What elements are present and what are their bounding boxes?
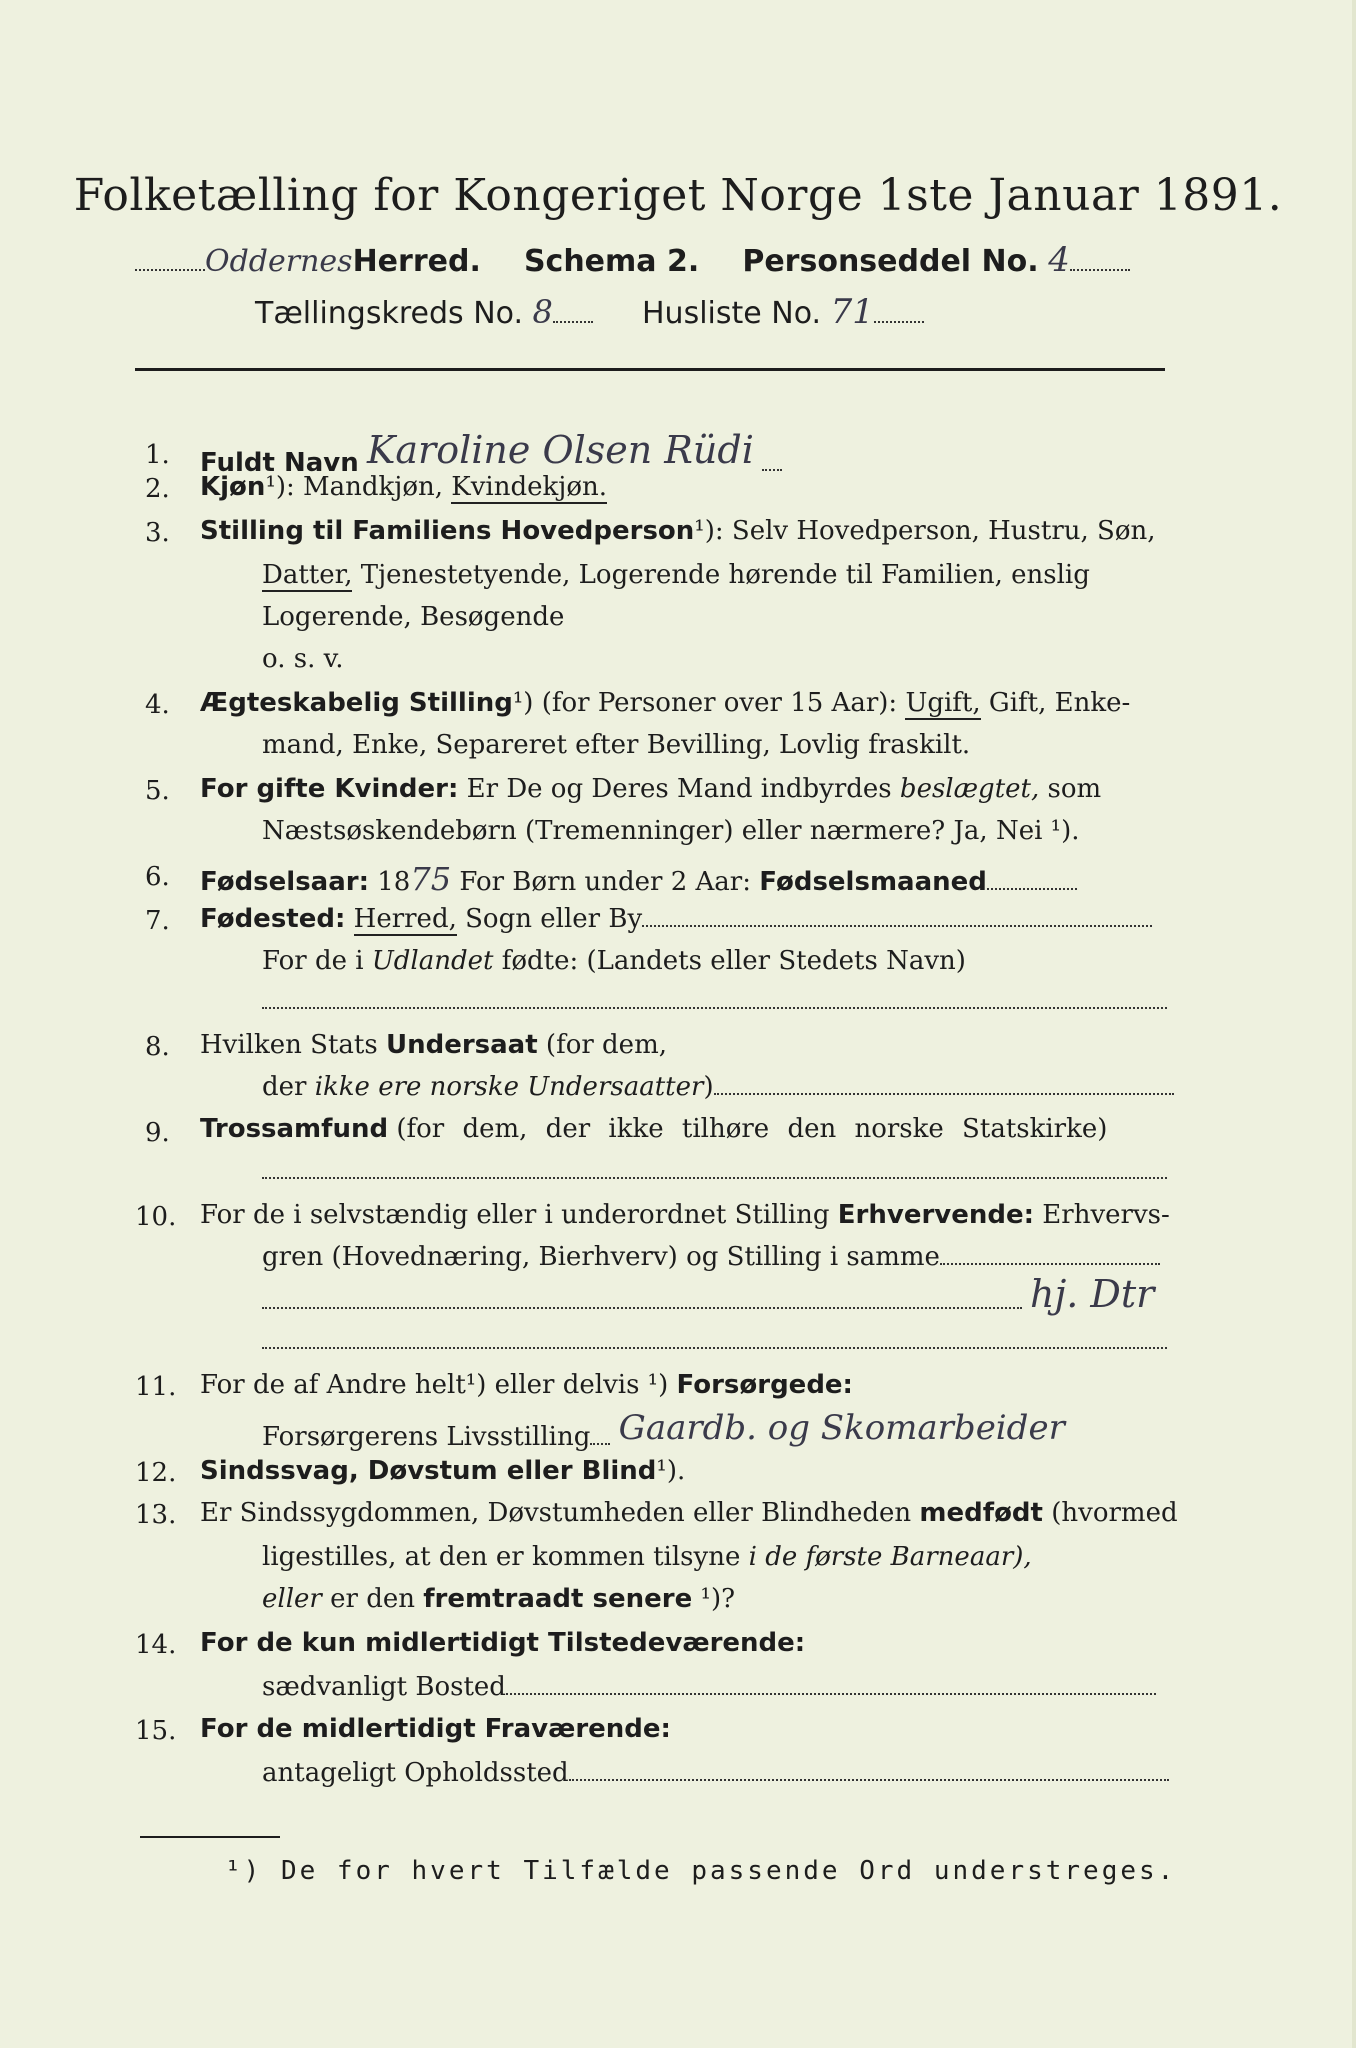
item-10 [200, 1200, 1170, 1230]
dotted-leader [553, 320, 593, 323]
item-number: 4. [145, 690, 170, 720]
birth-month-text: For Børn under 2 Aar: [459, 867, 751, 897]
citizenship-text-2: (for dem, [545, 1030, 667, 1060]
herred-label: Herred. [352, 244, 481, 279]
item-10-line-3 [262, 1286, 1022, 1316]
marital-status-text: (for Personer over 15 Aar): [541, 688, 898, 718]
item-number: 11. [135, 1372, 177, 1402]
item-number: 2. [145, 474, 170, 504]
married-women-text: Er De og Deres Mand indbyrdes [466, 774, 892, 804]
occupation-text-3: gren (Hovednæring, Bierhverv) og Stilling i samme [262, 1242, 940, 1272]
congenital-text: Er Sindssygdommen, Døvstumheden eller Blindheden [200, 1498, 912, 1528]
family-position-options: Selv Hovedperson, Hustru, Søn, [731, 516, 1156, 546]
kreds-label: Tællingskreds No. [255, 296, 523, 331]
item-11 [200, 1370, 853, 1400]
congenital-italic: i de første Barneaar), [748, 1542, 1032, 1572]
marital-status-text-2: Gift, Enke- [988, 688, 1131, 718]
item-14 [200, 1628, 805, 1658]
item-4 [200, 688, 1130, 718]
abroad-italic: Udlandet [371, 946, 494, 976]
item-11-line-2 [262, 1408, 1065, 1454]
probable-stay-label: antageligt Opholdssted [262, 1758, 569, 1788]
dotted-leader [135, 268, 205, 271]
temporary-present-label: For de kun midlertidigt Tilstedeværende: [200, 1628, 806, 1658]
item-5-line-2: Næstsøskendebørn (Tremenninger) eller nærmere? Ja, Nei ¹). [262, 816, 1080, 846]
footnote-mark: ¹)? [700, 1584, 736, 1614]
birthplace-text: Sogn eller By [465, 904, 643, 934]
item-13-line-3 [262, 1584, 735, 1614]
dotted-leader [506, 1692, 1156, 1695]
dotted-leader [569, 1778, 1169, 1781]
married-women-text-2: som [1047, 774, 1102, 804]
birth-year-value: 75 [410, 860, 452, 898]
item-3-line-4: o. s. v. [262, 644, 344, 674]
dotted-leader [262, 1306, 1022, 1309]
item-15 [200, 1714, 671, 1744]
abroad-text: For de i [262, 946, 364, 976]
citizenship-paren: ) [703, 1072, 714, 1102]
form-title: Folketælling for Kongeriget Norge 1ste Januar 1891. [73, 170, 1283, 221]
congenital-text-4: er den [330, 1584, 415, 1614]
schema-label: Schema 2. [523, 244, 700, 279]
footnote: ¹) De for hvert Tilfælde passende Ord understreges. [225, 1856, 1177, 1886]
option-ugift: Ugift, [905, 688, 981, 718]
item-7 [200, 904, 1152, 934]
congenital-text-3: ligestilles, at den er kommen tilsyne [262, 1542, 741, 1572]
item-10-line-2 [262, 1242, 1160, 1272]
item-3-line-2 [262, 560, 1090, 590]
item-12 [200, 1456, 685, 1486]
birth-year-prefix: 18 [377, 867, 411, 897]
item-14-line-2 [262, 1672, 1156, 1702]
birth-year-label: Fødselsaar: [200, 867, 369, 897]
footnote-mark: ¹): [265, 472, 295, 502]
item-number: 13. [135, 1500, 177, 1530]
gender-male-option: Mandkjøn, [303, 472, 444, 502]
item-6 [200, 860, 1077, 898]
gender-label: Kjøn [200, 472, 266, 502]
citizenship-label: Undersaat [385, 1030, 538, 1060]
full-name-label: Fuldt Navn [200, 448, 359, 478]
footnote-mark: ¹). [656, 1456, 686, 1486]
item-13-line-2 [262, 1542, 1032, 1572]
personseddel-value: 4 [1048, 240, 1070, 280]
herred-value: Oddernes [205, 244, 353, 279]
supported-text: For de af Andre helt [200, 1370, 466, 1400]
provider-label: Forsørgerens Livsstilling [262, 1422, 591, 1452]
married-women-italic: beslægtet, [899, 774, 1040, 804]
item-number: 7. [145, 906, 170, 936]
gender-female-option: Kvindekjøn. [451, 472, 607, 502]
item-2 [200, 472, 607, 502]
congenital-text-2: (hvormed [1051, 1498, 1178, 1528]
usual-residence-label: sædvanligt Bosted [262, 1672, 506, 1702]
disability-label: Sindssvag, Døvstum eller Blind [200, 1456, 657, 1486]
dotted-leader [940, 1262, 1160, 1265]
citizenship-text: Hvilken Stats [200, 1030, 378, 1060]
herred-line [135, 240, 1130, 280]
congenital-eller: eller [262, 1584, 322, 1614]
dotted-leader [642, 924, 1152, 927]
item-number: 14. [135, 1630, 177, 1660]
item-5 [200, 774, 1101, 804]
dotted-leader [762, 468, 782, 471]
married-women-label: For gifte Kvinder: [200, 774, 459, 804]
citizenship-der: der [262, 1072, 307, 1102]
item-7-line-3 [262, 986, 1167, 1016]
option-datter: Datter, [262, 560, 353, 590]
item-3-line-3: Logerende, Besøgende [262, 602, 565, 632]
item-number: 15. [135, 1716, 177, 1746]
item-number: 8. [145, 1032, 170, 1062]
item-7-line-2 [262, 946, 966, 976]
personseddel-label: Personseddel No. [742, 244, 1039, 279]
husliste-value: 71 [830, 292, 874, 332]
item-4-line-2: mand, Enke, Separeret efter Bevilling, Lovlig fraskilt. [262, 730, 971, 760]
item-number: 6. [145, 862, 170, 892]
item-9 [200, 1114, 1107, 1144]
item-3 [200, 516, 1156, 546]
option-herred: Herred, [353, 904, 457, 934]
item-9-line-2 [262, 1156, 1167, 1186]
family-position-options-2: Tjenestetyende, Logerende hørende til Familien, enslig [360, 560, 1090, 590]
item-8 [200, 1030, 667, 1060]
kreds-line [255, 292, 924, 332]
dotted-leader [714, 1092, 1174, 1095]
full-name-value: Karoline Olsen Rüdi [367, 428, 754, 472]
occupation-text-2: Erhvervs- [1042, 1200, 1170, 1230]
provider-value: Gaardb. og Skomarbeider [618, 1408, 1065, 1448]
footnote-mark: ¹): [694, 516, 724, 546]
kreds-value: 8 [532, 293, 553, 331]
occupation-label: Erhvervende: [837, 1200, 1035, 1230]
item-number: 12. [135, 1458, 177, 1488]
dotted-leader [262, 1176, 1167, 1179]
family-position-label: Stilling til Familiens Hovedperson [200, 516, 695, 546]
supported-text-2: ¹) eller delvis ¹) [465, 1370, 669, 1400]
occupation-text: For de i selvstændig eller i underordnet Stilling [200, 1200, 830, 1230]
dotted-leader [590, 1442, 610, 1445]
occupation-value: hj. Dtr [1030, 1272, 1155, 1316]
item-number: 3. [145, 518, 170, 548]
dotted-leader [262, 1006, 1167, 1009]
item-number: 1. [145, 440, 170, 470]
header-rule [135, 368, 1165, 371]
item-8-line-2 [262, 1072, 1174, 1102]
dotted-leader [1070, 268, 1130, 271]
item-15-line-2 [262, 1758, 1169, 1788]
citizenship-italic: ikke ere norske Undersaatter [314, 1072, 704, 1102]
temporary-absent-label: For de midlertidigt Fraværende: [200, 1714, 671, 1744]
footnote-rule [140, 1836, 280, 1838]
footnote-mark: ¹) [512, 688, 534, 718]
item-10-line-4 [262, 1326, 1167, 1356]
religion-text: (for dem, der ikke tilhøre den norske Statskirke) [396, 1114, 1108, 1144]
dotted-leader [262, 1346, 1167, 1349]
congenital-label: medfødt [919, 1498, 1043, 1528]
birth-month-label: Fødselsmaaned [759, 867, 987, 897]
item-13 [200, 1498, 1178, 1528]
marital-status-label: Ægteskabelig Stilling [200, 688, 513, 718]
dotted-leader [987, 887, 1077, 890]
husliste-label: Husliste No. [642, 296, 822, 331]
supported-label: Forsørgede: [676, 1370, 853, 1400]
dotted-leader [874, 320, 924, 323]
religion-label: Trossamfund [200, 1114, 389, 1144]
abroad-text-2: fødte: (Landets eller Stedets Navn) [501, 946, 966, 976]
item-number: 10. [135, 1202, 177, 1232]
item-number: 5. [145, 776, 170, 806]
item-number: 9. [145, 1118, 170, 1148]
birthplace-label: Fødested: [200, 904, 346, 934]
later-onset-label: fremtraadt senere [423, 1584, 693, 1614]
